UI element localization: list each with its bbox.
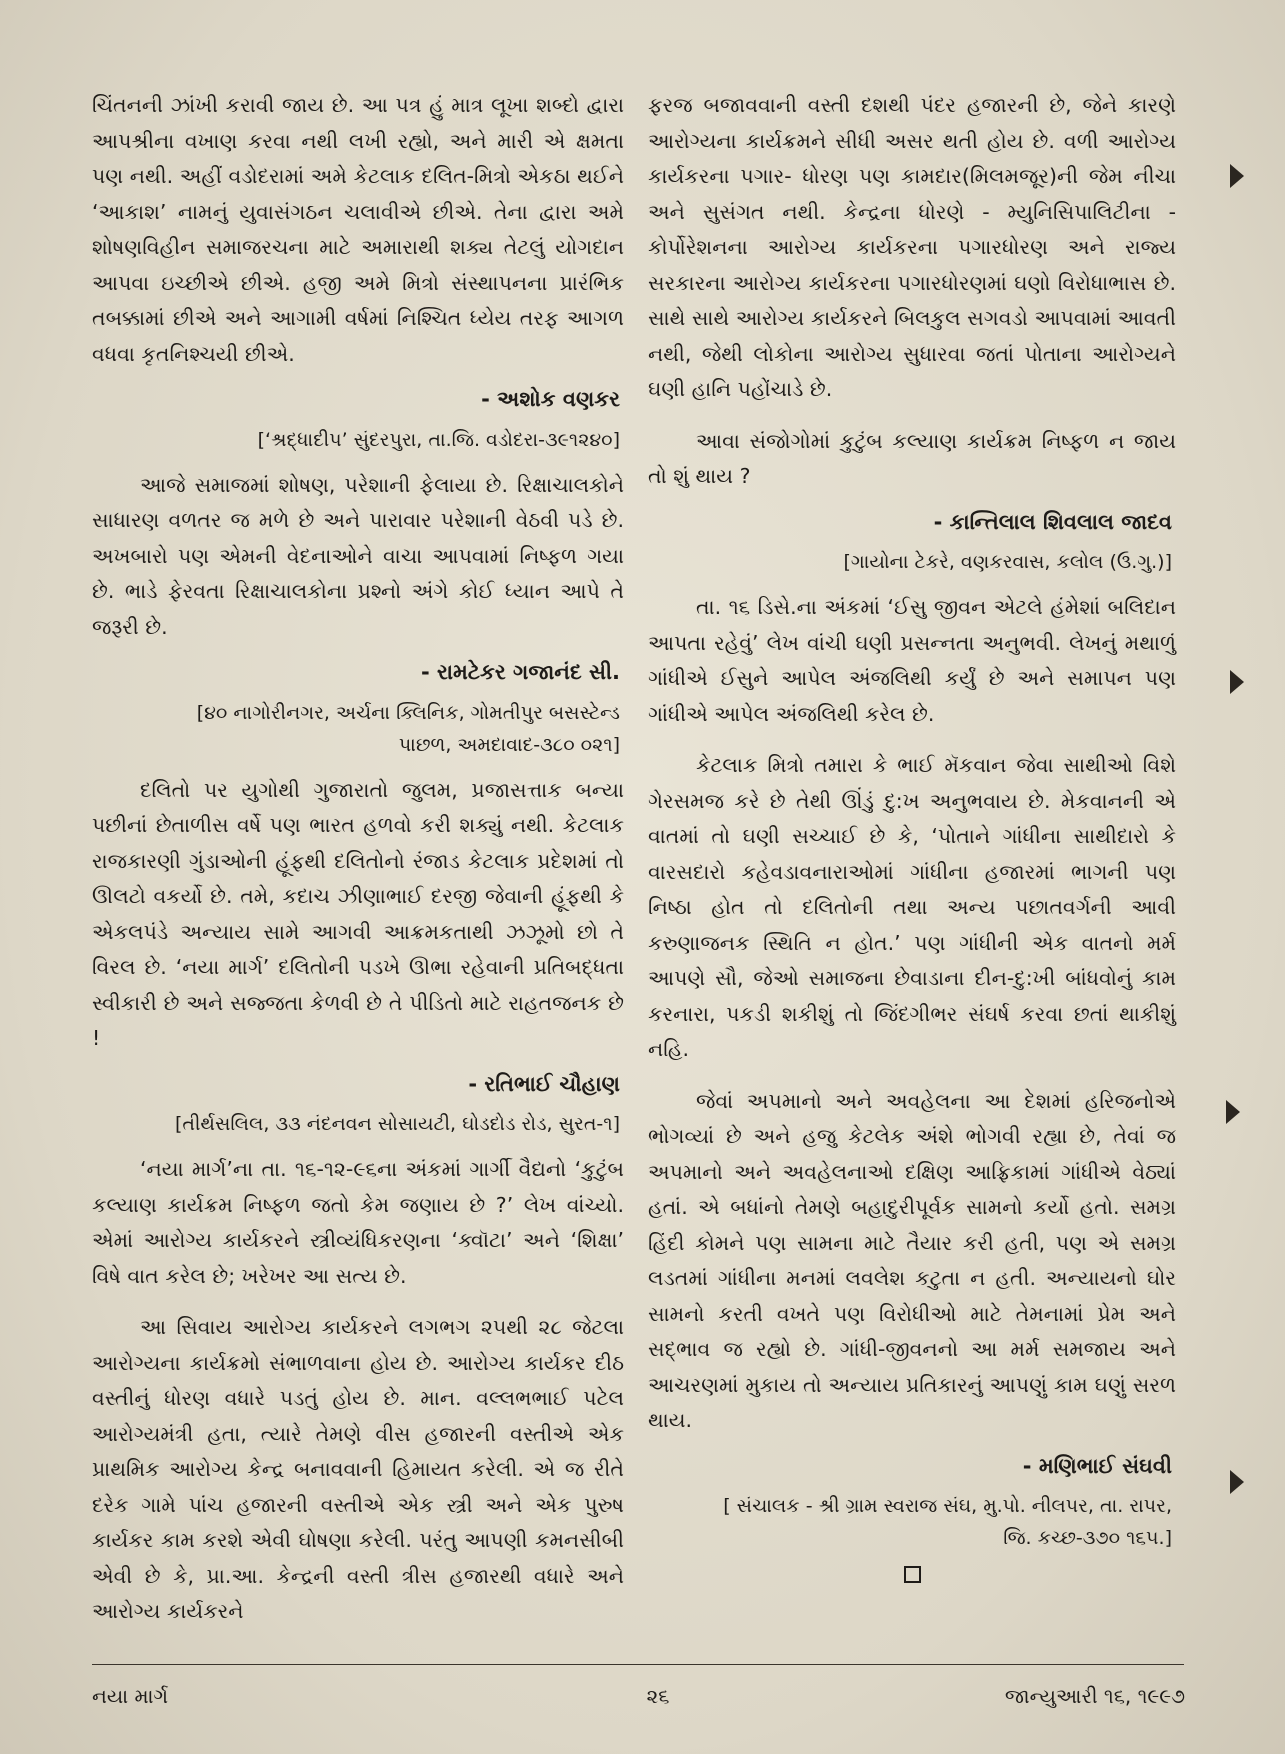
letter-paragraph: જેવાં અપમાનો અને અવહેલના આ દેશમાં હરિજનોએ ભોગવ્યાં છે અને હજુ કેટલેક અંશે ભોગવી રહ્યા છે, તેવાં જ અપમાનો અને અવહેલનાઓ દક્ષિણ આફ્રિકામાં ગાંધીએ વેઠ્યાં હતાં. એ બધાંનો તેમણે બહાદુરીપૂર્વક સામનો કર્યો હતો. સમગ્ર હિંદી કોમને પણ સામના માટે તૈયાર કરી હતી, પણ એ સમગ્ર લડતમાં ગાંધીના મનમાં લવલેશ કટુતા ન હતી. અન્યાયનો ઘોર સામનો કરતી વખતે પણ વિરોધીઓ માટે તેમનામાં પ્રેમ અને સદ્ભાવ જ રહ્યો છે. ગાંધી-જીવનનો આ મર્મ સમજાય અને આચરણમાં મુકાય તો અન્યાય પ્રતિકારનું આપણું કામ ઘણું સરળ થાય. <box>648 1088 1176 1432</box>
letter-paragraph: આજે સમાજમાં શોષણ, પરેશાની ફેલાયા છે. રિક્ષાચાલકોને સાધારણ વળતર જ મળે છે અને પારાવાર પરેશાની વેઠવી પડે છે. અખબારો પણ એમની વેદનાઓને વાચા આપવામાં નિષ્ફળ ગયા છે. ભાડે ફેરવતા રિક્ષાચાલકોના પ્રશ્નો અંગે કોઈ ધ્યાન આપે તે જરૂરી છે. <box>92 472 624 639</box>
letter-paragraph: તા. ૧૬ ડિસે.ના અંકમાં ‘ઈસુ જીવન એટલે હંમેશાં બલિદાન આપતા રહેવું’ લેખ વાંચી ઘણી પ્રસન્નતા અનુભવી. લેખનું મથાળું ગાંધીએ ઈસુને આપેલ અંજલિથી કર્યું છે અને સમાપન પણ ગાંધીએ આપેલ અંજલિથી કરેલ છે. <box>648 595 1176 726</box>
letter-paragraph: ચિંતનની ઝાંખી કરાવી જાય છે. આ પત્ર હું માત્ર લૂખા શબ્દો દ્વારા આપશ્રીના વખાણ કરવા નથી લખી રહ્યો, અને મારી એ ક્ષમતા પણ નથી. અહીં વડોદરામાં અમે કેટલાક દલિત-મિત્રો એકઠા થઈને ‘આકાશ’ નામનું યુવાસંગઠન ચલાવીએ છીએ. તેના દ્વારા અમે શોષણવિહીન સમાજરચના માટે અમારાથી શક્ય તેટલું યોગદાન આપવા ઇચ્છીએ છીએ. હજી અમે મિત્રો સંસ્થાપનના પ્રારંભિક તબક્કામાં છીએ અને આગામી વર્ષમાં નિશ્ચિત ધ્યેય તરફ આગળ વધવા કૃતનિશ્ચયી છીએ. <box>92 93 624 366</box>
letter-signature: - મણિભાઈ સંઘવી <box>1022 1453 1172 1478</box>
right-column <box>648 88 1176 1586</box>
footer-date: જાન્યુઆરી ૧૬, ૧૯૯૭ <box>1004 1684 1185 1708</box>
binding-notch-icon <box>1230 164 1244 188</box>
binding-notch-icon <box>1226 1100 1240 1124</box>
letter-paragraph: આ સિવાય આરોગ્ય કાર્યકરને લગભગ ૨૫થી ૨૮ જેટલા આરોગ્યના કાર્યક્રમો સંભાળવાના હોય છે. આરોગ્ય કાર્યકર દીઠ વસ્તીનું ધોરણ વધારે પડતું હોય છે. માન. વલ્લભભાઈ પટેલ આરોગ્યમંત્રી હતા, ત્યારે તેમણે વીસ હજારની વસ્તીએ એક પ્રાથમિક આરોગ્ય કેન્દ્ર બનાવવાની હિમાયત કરેલી. એ જ રીતે દરેક ગામે પાંચ હજારની વસ્તીએ એક સ્ત્રી અને એક પુરુષ કાર્યકર કામ કરશે એવી ઘોષણા કરેલી. પરંતુ આપણી કમનસીબી એવી છે કે, પ્રા.આ. કેન્દ્રની વસ્તી ત્રીસ હજારથી વધારે અને આરોગ્ય કાર્યકરને <box>92 1315 624 1623</box>
letter-address: [‘શ્રદ્ધાદીપ’ સુંદરપુરા, તા.જિ. વડોદરા-૩૯૧૨૪૦] <box>257 428 620 451</box>
letter-signature: - રતિભાઈ ચૌહાણ <box>468 1071 620 1096</box>
letter-address <box>92 697 620 761</box>
letter-paragraph: કેટલાક મિત્રો તમારા કે ભાઈ મૅકવાન જેવા સાથીઓ વિશે ગેરસમજ કરે છે તેથી ઊંડું દુ:ખ અનુભવાય છે. મેકવાનની એ વાતમાં તો ઘણી સચ્ચાઈ છે કે, ‘પોતાને ગાંધીના સાથીદારો કે વારસદારો કહેવડાવનારાઓમાં ગાંધીના હજારમાં ભાગની પણ નિષ્ઠા હોત તો દલિતોની તથા અન્ય પછાતવર્ગની આવી કરુણાજનક સ્થિતિ ન હોત.’ પણ ગાંધીની એક વાતનો મર્મ આપણે સૌ, જેઓ સમાજના છેવાડાના દીન-દુ:ખી બાંધવોનું કામ કરનારા, પકડી શકીશું તો જિંદગીભર સંઘર્ષ કરવા છતાં થાકીશું નહિ. <box>648 753 1176 1061</box>
letter-address: [તીર્થસલિલ, ૩૩ નંદનવન સોસાયટી, ઘોડદોડ રોડ, સુરત-૧] <box>174 1113 620 1135</box>
address-line: [ સંચાલક - શ્રી ગ્રામ સ્વરાજ સંઘ, મુ.પો. નીલપર, તા. રાપર, <box>723 1495 1172 1517</box>
letter-signature: - અશોક વણકર <box>481 387 620 411</box>
letter-paragraph: દલિતો પર યુગોથી ગુજારાતો જુલમ, પ્રજાસત્તાક બન્યા પછીનાં છેતાળીસ વર્ષે પણ ભારત હળવો કરી શક્યું નથી. કેટલાક રાજકારણી ગુંડાઓની હૂંફથી દલિતોનો રંજાડ કેટલાક પ્રદેશમાં તો ઊલટો વકર્યો છે. તમે, કદાચ ઝીણાભાઈ દરજી જેવાની હૂંફથી કે એકલપંડે અન્યાય સામે આગવી આક્રમકતાથી ઝઝૂમો છો તે વિરલ છે. ‘નયા માર્ગ’ દલિતોની પડખે ઊભા રહેવાની પ્રતિબદ્ધતા સ્વીકારી છે અને સજ્જતા કેળવી છે તે પીડિતો માટે રાહતજનક છે ! <box>92 777 624 1050</box>
letter-paragraph: ‘નયા માર્ગ’ના તા. ૧૬-૧૨-૯૬ના અંકમાં ગાર્ગી વૈદ્યનો ‘કુટુંબ કલ્યાણ કાર્યક્રમ નિષ્ફળ જતો કેમ જણાય છે ?’ લેખ વાંચ્યો. એમાં આરોગ્ય કાર્યકરને સ્ત્રીવ્યંધિકરણના ‘ક્વૉટા’ અને ‘શિક્ષા’ વિષે વાત કરેલ છે; ખરેખર આ સત્ય છે. <box>92 1157 624 1288</box>
footer-rule <box>92 1664 1184 1665</box>
footer-page-number: ૨૬ <box>646 1684 670 1708</box>
letter-signature: - રામટેકર ગજાનંદ સી. <box>420 660 620 684</box>
left-column <box>92 88 624 1630</box>
address-line: [૪૦ નાગોરીનગર, અર્ચના ક્લિનિક, ગોમતીપુર બસસ્ટેન્ડ <box>196 701 620 724</box>
address-line: પાછળ, અમદાવાદ-૩૮૦ ૦૨૧] <box>398 733 620 756</box>
end-square-icon <box>904 1566 921 1583</box>
binding-notch-icon <box>1230 1470 1244 1494</box>
letter-paragraph: આવા સંજોગોમાં કુટુંબ કલ્યાણ કાર્યક્રમ નિષ્ફળ ન જાય તો શું થાય ? <box>648 428 1176 488</box>
footer-publication: નયા માર્ગ <box>92 1684 169 1708</box>
end-mark <box>648 1566 1176 1586</box>
letter-address <box>648 1490 1172 1554</box>
address-line: જિ. કચ્છ-૩૭૦ ૧૬૫.] <box>1003 1527 1172 1549</box>
binding-notch-icon <box>1230 670 1244 694</box>
letter-address: [ગાયોના ટેકરે, વણકરવાસ, કલોલ (ઉ.ગુ.)] <box>843 551 1172 573</box>
letter-signature: - કાન્તિલાલ શિવલાલ જાદવ <box>933 509 1172 534</box>
letter-paragraph: ફરજ બજાવવાની વસ્તી દશથી પંદર હજારની છે, જેને કારણે આરોગ્યના કાર્યક્રમને સીધી અસર થતી હોય છે. વળી આરોગ્ય કાર્યકરના પગાર- ધોરણ પણ કામદાર(મિલમજૂર)ની જેમ નીચા અને સુસંગત નથી. કેન્દ્રના ધોરણે - મ્યુનિસિપાલિટીના - કોર્પોરેશનના આરોગ્ય કાર્યકરના પગારધોરણ અને રાજ્ય સરકારના આરોગ્ય કાર્યકરના પગારધોરણમાં ઘણો વિરોધાભાસ છે. સાથે સાથે આરોગ્ય કાર્યકરને બિલકુલ સગવડો આપવામાં આવતી નથી, જેથી લોકોના આરોગ્ય સુધારવા જતાં પોતાના આરોગ્યને ઘણી હાનિ પહોંચાડે છે. <box>648 93 1176 401</box>
